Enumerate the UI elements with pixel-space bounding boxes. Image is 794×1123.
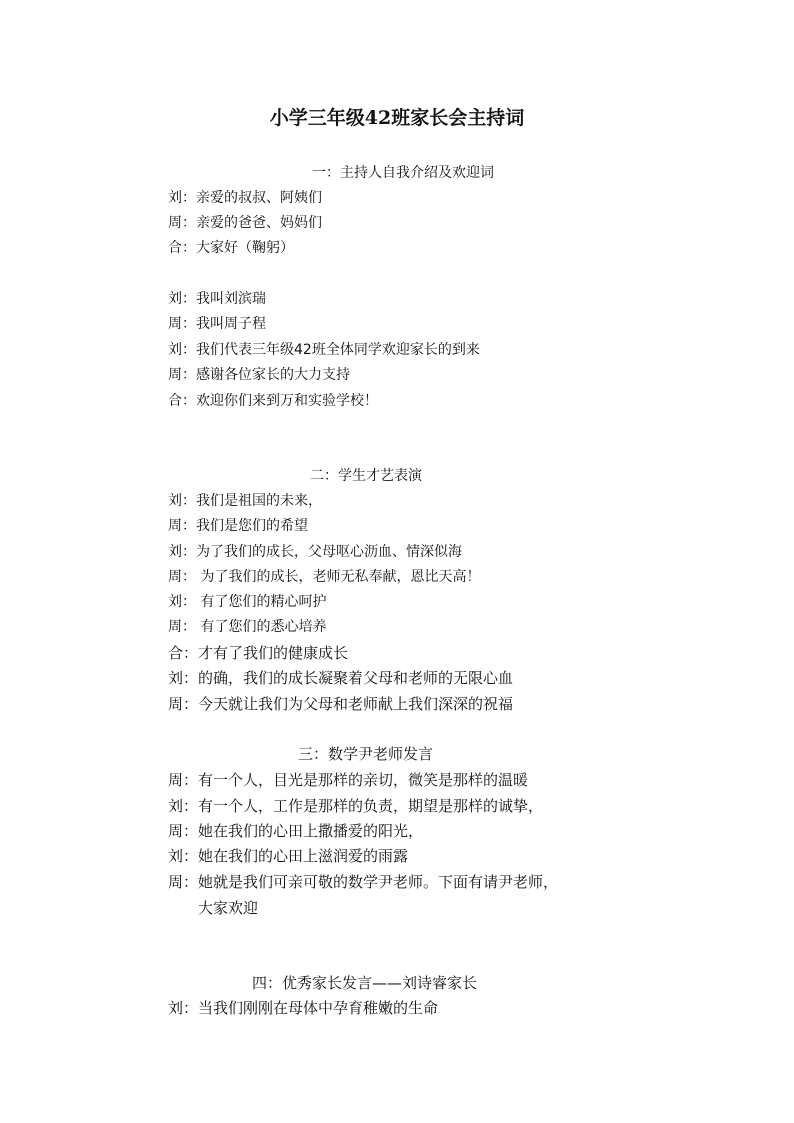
line-text: 今天就让我们为父母和老师献上我们深深的祝福: [198, 695, 514, 713]
line-text: 为了我们的成长，老师无私奉献，恩比天高！: [196, 569, 481, 585]
speaker-label: 周：: [168, 619, 196, 635]
line-text: 她就是我们可亲可敬的数学尹老师。下面有请尹老师，: [198, 873, 559, 891]
script-line: [168, 845, 408, 867]
line-text: 大家好（鞠躬）: [196, 240, 294, 256]
line-text: 她在我们的心田上滋润爱的雨露: [198, 847, 409, 865]
speaker-label: 刘：: [168, 342, 196, 358]
section-heading-2: 二：学生才艺表演: [310, 468, 422, 484]
script-line: [168, 313, 266, 335]
speaker-label: 刘：: [168, 797, 199, 815]
line-text: 当我们刚刚在母体中孕育稚嫩的生命: [198, 999, 439, 1017]
line-text: 有了您们的悉心培养: [196, 619, 327, 635]
section-heading-4: 四：优秀家长发言——刘诗睿家长: [252, 974, 478, 992]
speaker-label: 刘：: [168, 669, 199, 687]
script-line: [168, 591, 326, 613]
speaker-label: 刘：: [168, 594, 196, 610]
script-line: [168, 490, 322, 512]
script-line: [168, 566, 480, 588]
line-text: 我叫刘滨瑞: [196, 291, 266, 307]
line-text: 我叫周子程: [196, 316, 266, 332]
speaker-label: 周：: [168, 518, 196, 534]
line-text: 感谢各位家长的大力支持: [196, 367, 350, 383]
line-text: 才有了我们的健康成长: [198, 644, 349, 662]
script-line: [168, 339, 480, 361]
line-text: 的确，我们的成长凝聚着父母和老师的无限心血: [198, 669, 514, 687]
script-line: [168, 515, 308, 537]
script-line: [168, 237, 294, 259]
script-line: [168, 390, 378, 412]
speaker-label: 合：: [168, 644, 199, 662]
page-title: 小学三年级42班家长会主持词: [269, 107, 525, 129]
line-continuation: 大家欢迎: [198, 899, 259, 917]
script-line: [168, 795, 543, 817]
speaker-label: 周：: [168, 367, 196, 383]
speaker-label: 刘：: [168, 291, 196, 307]
script-line: [168, 642, 348, 664]
script-line: [168, 769, 528, 791]
script-line: [168, 616, 326, 638]
speaker-label: 周：: [168, 771, 199, 789]
section-heading-1: 一：主持人自我介绍及欢迎词: [312, 165, 494, 181]
line-text: 有了您们的精心呵护: [196, 594, 327, 610]
speaker-label: 刘：: [168, 544, 196, 560]
script-line: [168, 693, 513, 715]
line-text: 我们是您们的希望: [196, 518, 308, 534]
script-line: [168, 997, 438, 1019]
speaker-label: 刘：: [168, 190, 196, 206]
script-line: [168, 364, 350, 386]
script-line: [168, 212, 322, 234]
script-line: [168, 667, 513, 689]
line-text: 有一个人，目光是那样的亲切，微笑是那样的温暖: [198, 771, 529, 789]
speaker-label: 周：: [168, 695, 199, 713]
script-line: [168, 288, 266, 310]
speaker-label: 刘：: [168, 493, 196, 509]
script-line: [168, 871, 558, 893]
speaker-label: 周：: [168, 316, 196, 332]
line-text: 欢迎你们来到万和实验学校！: [196, 393, 378, 409]
speaker-label: 周：: [168, 873, 199, 891]
line-text: 为了我们的成长，父母呕心沥血、情深似海: [196, 544, 462, 560]
line-text: 我们代表三年级42班全体同学欢迎家长的到来: [196, 342, 480, 358]
speaker-label: 合：: [168, 240, 196, 256]
line-text: 亲爱的叔叔、阿姨们: [196, 190, 322, 206]
speaker-label: 周：: [168, 569, 196, 585]
speaker-label: 刘：: [168, 999, 199, 1017]
speaker-label: 刘：: [168, 847, 199, 865]
speaker-label: 周：: [168, 822, 199, 840]
script-line: [168, 541, 462, 563]
script-line: [168, 820, 423, 842]
speaker-label: 周：: [168, 215, 196, 231]
line-text: 我们是祖国的未来，: [196, 493, 322, 509]
line-text: 她在我们的心田上撒播爱的阳光，: [198, 822, 424, 840]
line-text: 亲爱的爸爸、妈妈们: [196, 215, 322, 231]
speaker-label: 合：: [168, 393, 196, 409]
line-text: 有一个人，工作是那样的负责，期望是那样的诚挚，: [198, 797, 544, 815]
script-line: [168, 187, 322, 209]
section-heading-3: 三：数学尹老师发言: [298, 745, 434, 763]
